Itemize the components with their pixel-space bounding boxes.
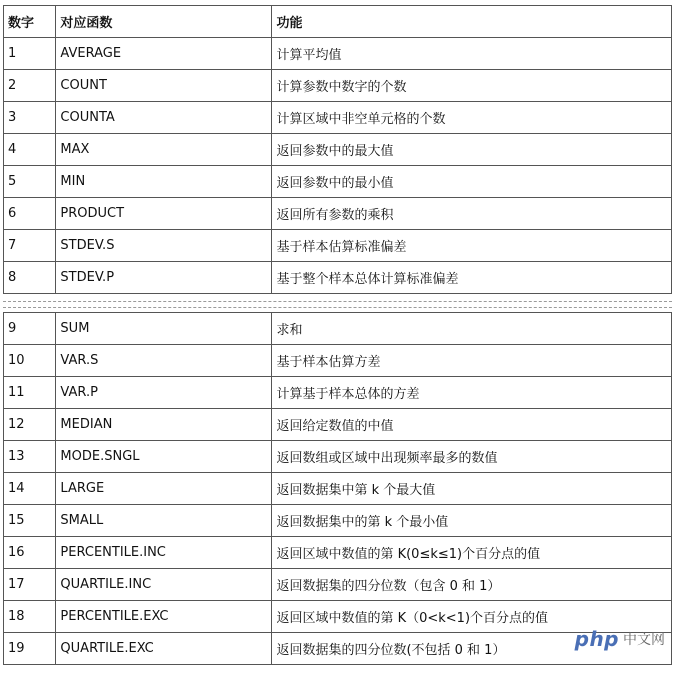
php-logo-icon: php: [574, 627, 619, 651]
cell-number: 14: [4, 473, 56, 505]
table-header-row: [4, 6, 672, 38]
page-break-separator: [3, 298, 672, 312]
cell-number: 13: [4, 441, 56, 473]
cell-description: 求和: [272, 313, 672, 345]
table-row: [4, 633, 672, 665]
cell-number: 8: [4, 262, 56, 294]
cell-description: 基于样本估算标准偏差: [272, 230, 672, 262]
cell-number: 2: [4, 70, 56, 102]
cell-description: 返回数组或区域中出现频率最多的数值: [272, 441, 672, 473]
table-row: [4, 441, 672, 473]
cell-description: 返回数据集中的第 k 个最小值: [272, 505, 672, 537]
cell-number: 9: [4, 313, 56, 345]
header-number: 数字: [4, 6, 56, 38]
cell-description: 基于样本估算方差: [272, 345, 672, 377]
cell-number: 3: [4, 102, 56, 134]
functions-table-top: [3, 5, 672, 294]
table-row: [4, 70, 672, 102]
table-row: [4, 537, 672, 569]
cell-description: 返回数据集中第 k 个最大值: [272, 473, 672, 505]
cell-description: 计算区域中非空单元格的个数: [272, 102, 672, 134]
table-row: [4, 134, 672, 166]
table-row: [4, 166, 672, 198]
cell-function: LARGE: [56, 473, 272, 505]
table-row: [4, 230, 672, 262]
cell-description: 返回区域中数值的第 K(0≤k≤1)个百分点的值: [272, 537, 672, 569]
table-row: [4, 409, 672, 441]
cell-description: 计算平均值: [272, 38, 672, 70]
cell-description: 计算参数中数字的个数: [272, 70, 672, 102]
table-row: [4, 198, 672, 230]
cell-number: 15: [4, 505, 56, 537]
header-function: 对应函数: [56, 6, 272, 38]
cell-function: STDEV.S: [56, 230, 272, 262]
table-row: [4, 313, 672, 345]
cell-function: VAR.S: [56, 345, 272, 377]
cell-function: PRODUCT: [56, 198, 272, 230]
cell-description: 返回所有参数的乘积: [272, 198, 672, 230]
cell-description: 返回参数中的最小值: [272, 166, 672, 198]
cell-function: STDEV.P: [56, 262, 272, 294]
cell-number: 1: [4, 38, 56, 70]
cell-function: MEDIAN: [56, 409, 272, 441]
cell-number: 5: [4, 166, 56, 198]
cell-number: 17: [4, 569, 56, 601]
cell-number: 11: [4, 377, 56, 409]
table-row: [4, 38, 672, 70]
cell-function: MIN: [56, 166, 272, 198]
watermark-text: 中文网: [623, 632, 665, 648]
cell-function: QUARTILE.EXC: [56, 633, 272, 665]
cell-function: COUNT: [56, 70, 272, 102]
cell-number: 6: [4, 198, 56, 230]
cell-number: 12: [4, 409, 56, 441]
cell-description: 返回区域中数值的第 K（0<k<1)个百分点的值: [272, 601, 672, 633]
functions-table-bottom: [3, 312, 672, 665]
cell-description: 计算基于样本总体的方差: [272, 377, 672, 409]
header-description: 功能: [272, 6, 672, 38]
cell-function: PERCENTILE.EXC: [56, 601, 272, 633]
cell-function: VAR.P: [56, 377, 272, 409]
cell-number: 16: [4, 537, 56, 569]
watermark: [575, 627, 665, 651]
cell-description: 返回数据集的四分位数(不包括 0 和 1）: [272, 633, 672, 665]
table-row: [4, 345, 672, 377]
table-row: [4, 377, 672, 409]
table-row: [4, 505, 672, 537]
cell-function: PERCENTILE.INC: [56, 537, 272, 569]
cell-description: 基于整个样本总体计算标准偏差: [272, 262, 672, 294]
cell-number: 18: [4, 601, 56, 633]
cell-function: SMALL: [56, 505, 272, 537]
cell-function: SUM: [56, 313, 272, 345]
cell-number: 4: [4, 134, 56, 166]
table-row: [4, 473, 672, 505]
cell-number: 19: [4, 633, 56, 665]
cell-function: QUARTILE.INC: [56, 569, 272, 601]
cell-description: 返回给定数值的中值: [272, 409, 672, 441]
cell-description: 返回数据集的四分位数（包含 0 和 1）: [272, 569, 672, 601]
table-row: [4, 262, 672, 294]
cell-function: COUNTA: [56, 102, 272, 134]
cell-number: 7: [4, 230, 56, 262]
table-row: [4, 102, 672, 134]
cell-function: AVERAGE: [56, 38, 272, 70]
cell-number: 10: [4, 345, 56, 377]
cell-description: 返回参数中的最大值: [272, 134, 672, 166]
cell-function: MAX: [56, 134, 272, 166]
table-row: [4, 569, 672, 601]
cell-function: MODE.SNGL: [56, 441, 272, 473]
table-row: [4, 601, 672, 633]
